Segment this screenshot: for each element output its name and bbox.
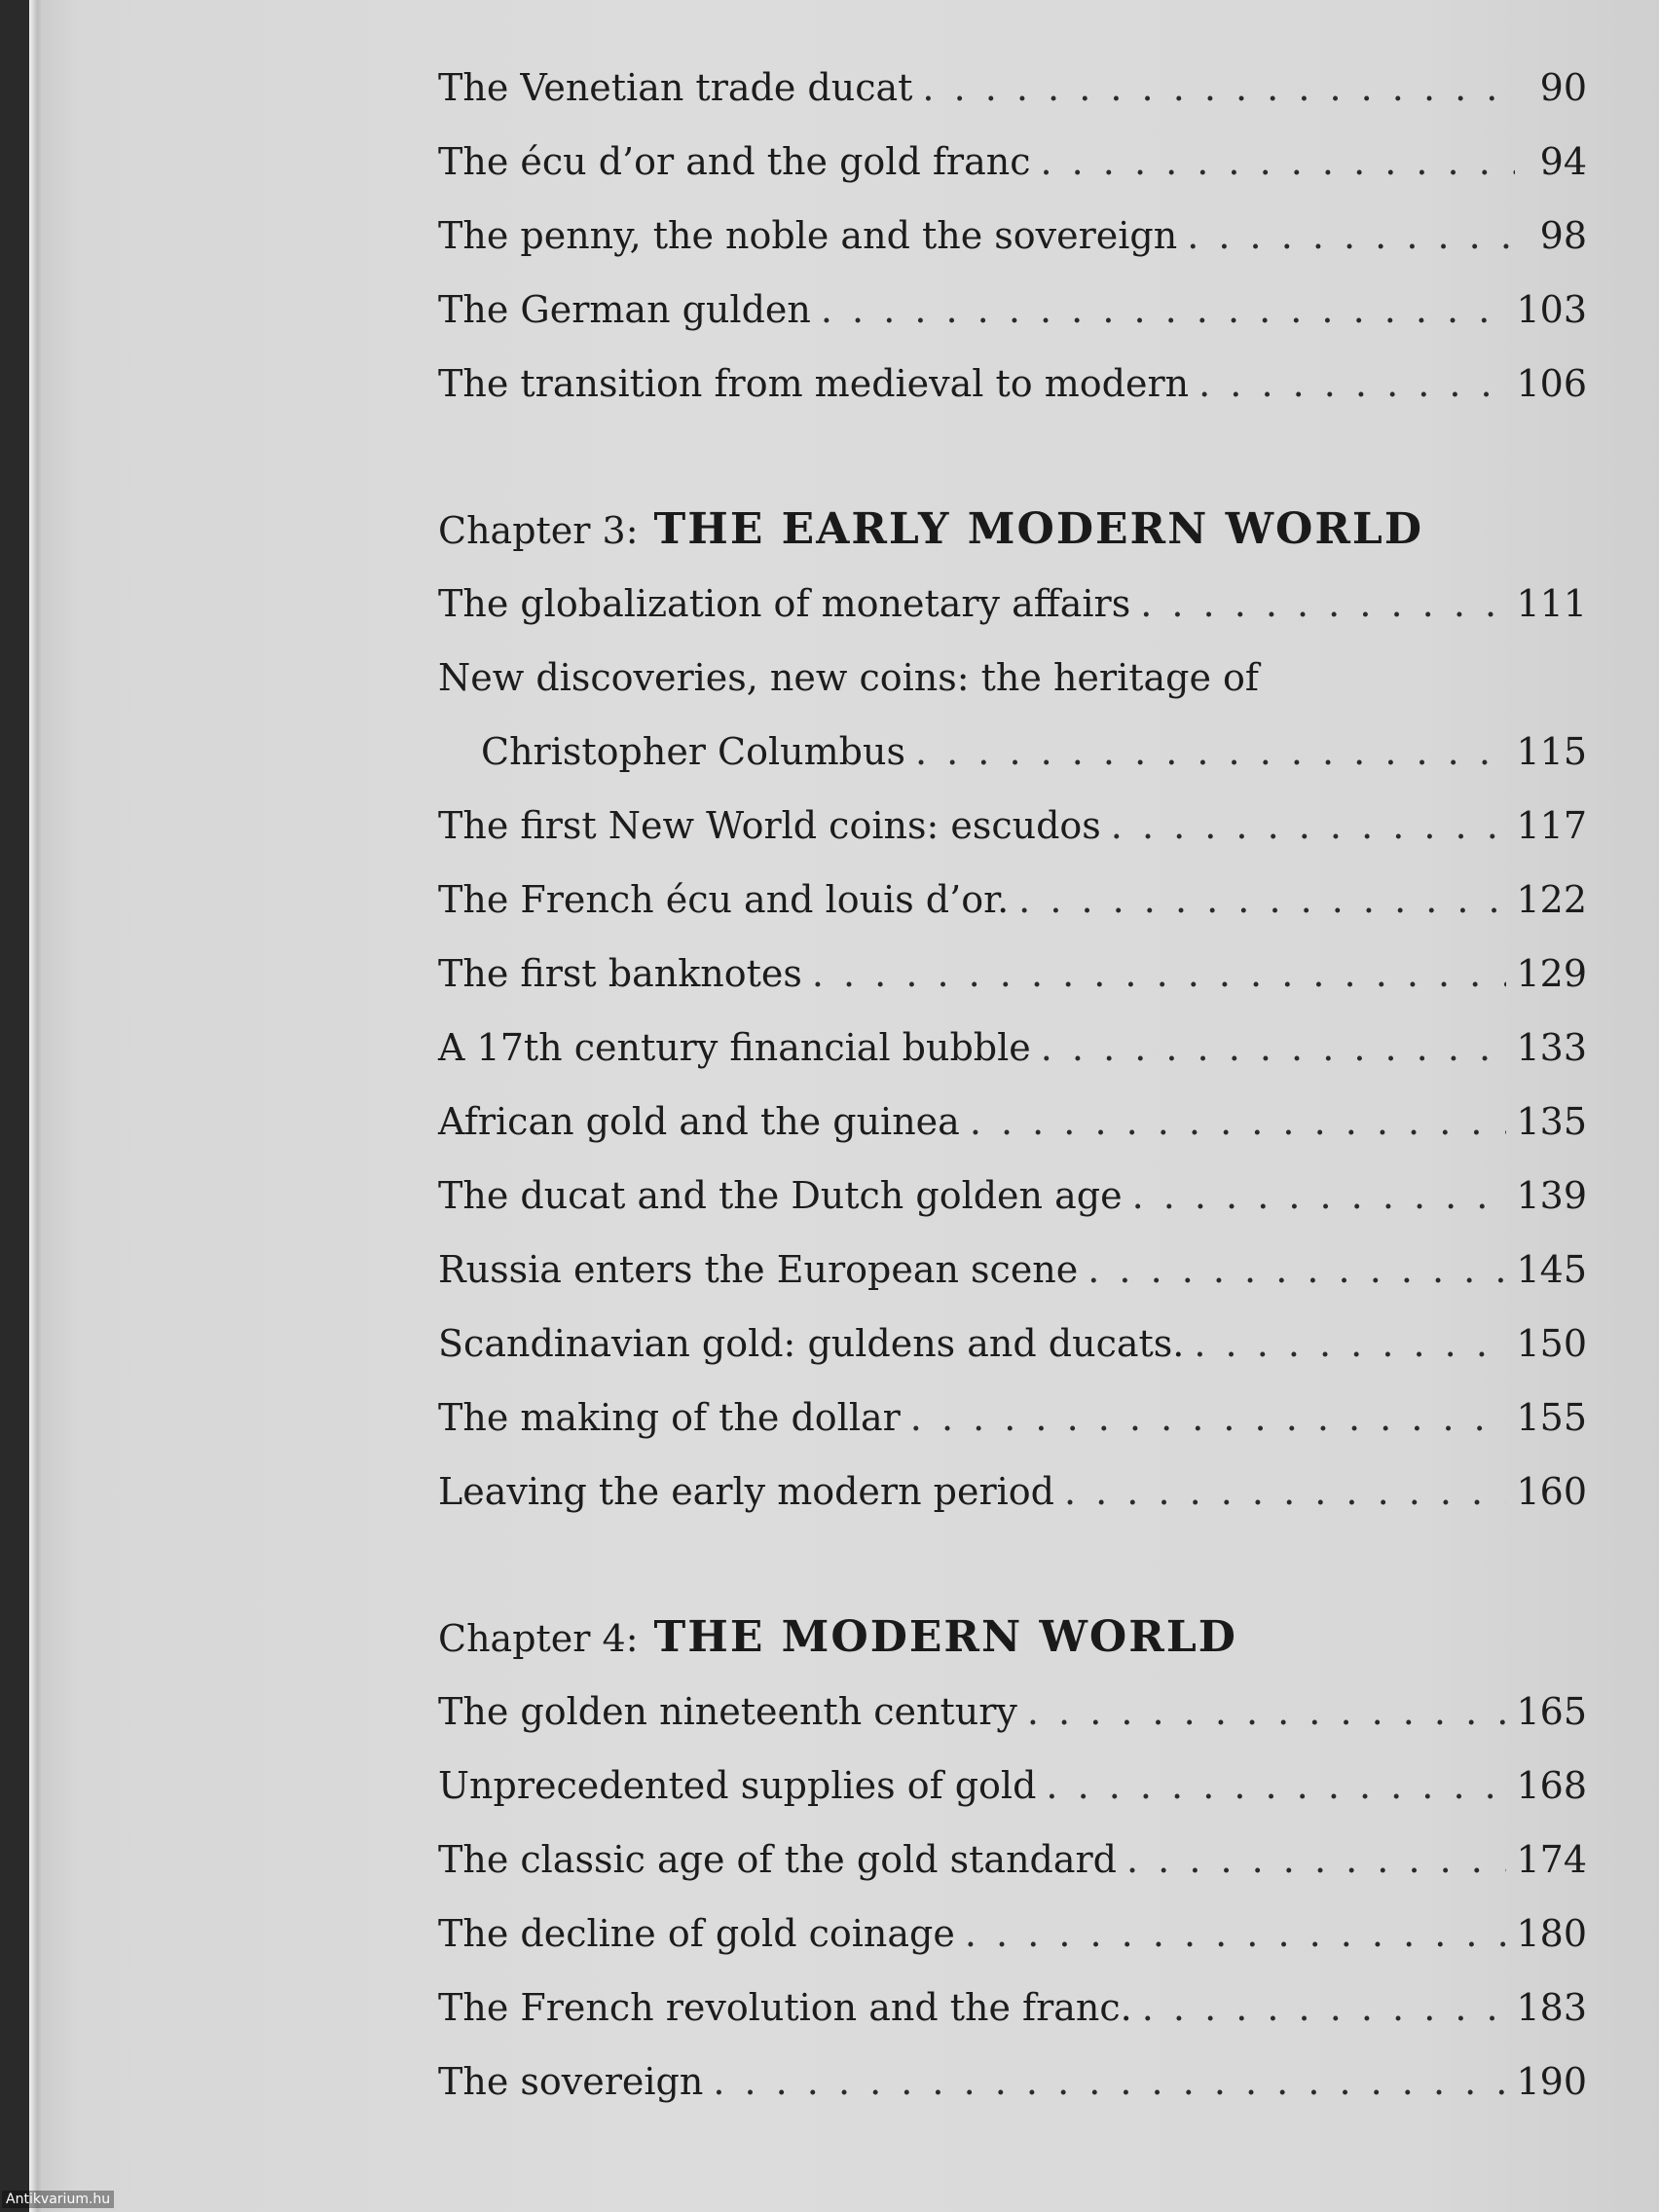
toc-entry-title: The French écu and louis d’or. — [438, 878, 1010, 921]
toc-entry — [438, 1011, 1587, 1085]
toc-entry-title: A 17th century financial bubble — [438, 1026, 1031, 1069]
leader-dots — [1041, 1011, 1507, 1085]
toc-entry-page: 155 — [1516, 1396, 1587, 1439]
toc-entry-title: The classic age of the gold standard — [438, 1838, 1118, 1881]
toc-entry-page: 133 — [1516, 1026, 1587, 1069]
toc-entry-page: 174 — [1516, 1838, 1587, 1881]
toc-entry-title: The French revolution and the franc. — [438, 1986, 1132, 2029]
leader-dots — [1111, 789, 1507, 863]
toc-entry-title: The écu d’or and the gold franc — [438, 140, 1031, 183]
toc-entry — [438, 1381, 1587, 1455]
toc-entry-page: 115 — [1516, 730, 1587, 773]
leader-dots — [713, 2045, 1506, 2119]
toc-entry — [438, 1085, 1587, 1159]
page-edge — [29, 0, 43, 2212]
toc-entry-page: 111 — [1516, 582, 1587, 625]
toc-entry-title: The decline of gold coinage — [438, 1912, 955, 1955]
toc-entry-title: The transition from medieval to modern — [438, 362, 1190, 405]
leader-dots — [922, 51, 1515, 125]
toc-entry-title: The first New World coins: escudos — [438, 804, 1101, 847]
toc-entry-title: The globalization of monetary affairs — [438, 582, 1131, 625]
leader-dots — [1132, 1159, 1507, 1233]
toc-entry-title: Russia enters the European scene — [438, 1248, 1079, 1291]
toc-entry — [438, 863, 1587, 937]
leader-dots — [1027, 1675, 1507, 1749]
toc-entry-page: 150 — [1516, 1322, 1587, 1365]
toc-entry — [438, 789, 1587, 863]
toc-entry-page: 168 — [1516, 1764, 1587, 1807]
toc-entry — [438, 1455, 1587, 1529]
chapter-heading — [438, 1601, 1587, 1675]
leader-dots — [1088, 1233, 1506, 1307]
chapter3-entries — [438, 567, 1587, 1529]
leader-dots — [965, 1897, 1507, 1971]
toc-entry — [438, 937, 1587, 1011]
toc-entry-title: Leaving the early modern period — [438, 1470, 1054, 1513]
toc-entry-title: The penny, the noble and the sovereign — [438, 214, 1178, 257]
toc-entry — [438, 1675, 1587, 1749]
toc-entry — [438, 1897, 1587, 1971]
chapter4-entries — [438, 1675, 1587, 2119]
leader-dots — [1046, 1749, 1506, 1823]
toc-entry-title: The ducat and the Dutch golden age — [438, 1174, 1123, 1217]
toc-entry-page: 98 — [1539, 214, 1587, 257]
toc-entry — [438, 347, 1587, 421]
toc-entry-page: 129 — [1516, 952, 1587, 995]
chapter-label: Chapter 3: — [438, 509, 639, 552]
toc-entry — [438, 567, 1587, 641]
toc-entry-continuation — [438, 715, 1587, 789]
chapter-name: THE EARLY MODERN WORLD — [653, 504, 1424, 554]
toc-entry-title: The golden nineteenth century — [438, 1690, 1017, 1733]
toc-entry-page: 135 — [1516, 1100, 1587, 1143]
toc-entry — [438, 199, 1587, 273]
toc-entry-page: 103 — [1516, 288, 1587, 331]
chapter2-tail — [438, 51, 1587, 421]
toc-entry-title: African gold and the guinea — [438, 1100, 960, 1143]
toc-entry — [438, 273, 1587, 347]
watermark: Antikvarium.hu — [2, 2191, 114, 2208]
toc-entry-title: The making of the dollar — [438, 1396, 901, 1439]
toc-entry — [438, 1749, 1587, 1823]
toc-entry-title: The Venetian trade ducat — [438, 66, 913, 109]
toc-entry-first-line — [438, 641, 1587, 715]
toc-entry — [438, 1159, 1587, 1233]
leader-dots — [1142, 1971, 1507, 2045]
toc-entry-title: New discoveries, new coins: the heritage of — [438, 656, 1259, 699]
toc-entry-page: 122 — [1516, 878, 1587, 921]
leader-dots — [1018, 863, 1506, 937]
toc-entry-page: 106 — [1516, 362, 1587, 405]
toc-entry — [438, 1233, 1587, 1307]
leader-dots — [821, 273, 1507, 347]
toc-entry-title: Christopher Columbus — [481, 730, 905, 773]
toc-entry — [438, 2045, 1587, 2119]
toc-entry-title: The German gulden — [438, 288, 811, 331]
leader-dots — [1198, 347, 1506, 421]
leader-dots — [1126, 1823, 1506, 1897]
toc-entry-page: 190 — [1516, 2060, 1587, 2103]
toc-entry-page: 183 — [1516, 1986, 1587, 2029]
toc-entry — [438, 51, 1587, 125]
toc-entry — [438, 125, 1587, 199]
leader-dots — [1140, 567, 1506, 641]
leader-dots — [970, 1085, 1507, 1159]
toc-entry-title: The sovereign — [438, 2060, 704, 2103]
toc-entry-page: 180 — [1516, 1912, 1587, 1955]
leader-dots — [1064, 1455, 1506, 1529]
leader-dots — [915, 715, 1507, 789]
toc-entry — [438, 1823, 1587, 1897]
leader-dots — [812, 937, 1507, 1011]
chapter-label: Chapter 4: — [438, 1617, 639, 1660]
toc-entry-title: The first banknotes — [438, 952, 802, 995]
toc-entry-page: 90 — [1539, 66, 1587, 109]
leader-dots — [1040, 125, 1515, 199]
chapter-heading — [438, 493, 1587, 567]
leader-dots — [1187, 199, 1515, 273]
toc-entry-page: 117 — [1516, 804, 1587, 847]
toc-entry-page: 94 — [1539, 140, 1587, 183]
toc-entry-page: 139 — [1516, 1174, 1587, 1217]
toc-entry-page: 160 — [1516, 1470, 1587, 1513]
leader-dots — [1194, 1307, 1506, 1381]
toc-entry-title: Scandinavian gold: guldens and ducats. — [438, 1322, 1185, 1365]
book-page — [29, 0, 1659, 2212]
toc-entry-page: 165 — [1516, 1690, 1587, 1733]
toc-entry — [438, 1307, 1587, 1381]
toc-entry-page: 145 — [1516, 1248, 1587, 1291]
leader-dots — [910, 1381, 1507, 1455]
chapter-name: THE MODERN WORLD — [653, 1612, 1237, 1662]
toc-entry-title: Unprecedented supplies of gold — [438, 1764, 1037, 1807]
table-of-contents — [438, 51, 1587, 2119]
toc-entry — [438, 1971, 1587, 2045]
